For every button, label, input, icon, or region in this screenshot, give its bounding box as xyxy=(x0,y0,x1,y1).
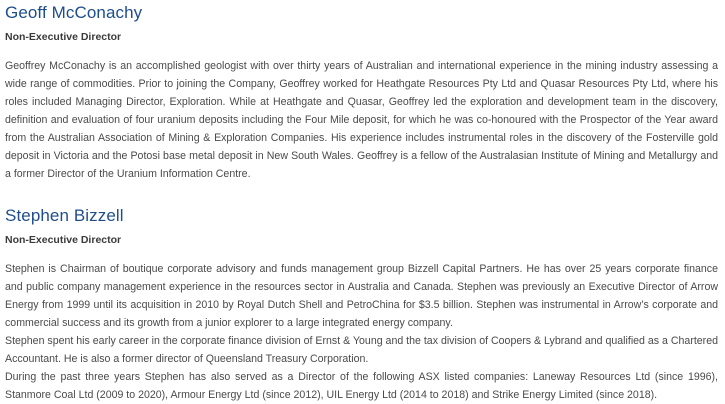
bio-paragraph: Stephen is Chairman of boutique corporate advisory and funds management group Bizzell Capital Partners. He has over 25 years corporate finance and public company management experience in the resources sector in Australia and Canada. Stephen was previously an Executive Director of Arrow Energy from 1999 until its acquisition in 2010 by Royal Dutch Shell and PetroChina for $3.5 billion. Stephen was instrumental in Arrow’s corporate and commercial success and its growth from a junior explorer to a large integrated energy company. xyxy=(5,263,718,329)
director-profile-stephen-bizzell xyxy=(5,205,718,404)
bio-paragraph: During the past three years Stephen has also served as a Director of the following ASX listed companies: Laneway Resources Ltd (since 1996), Stanmore Coal Ltd (2009 to 2020), Armour Energy Ltd (since 2012), UIL Energy Ltd (2014 to 2018) and Strike Energy Limited (since 2018). xyxy=(5,371,718,401)
director-role: Non-Executive Director xyxy=(5,234,122,246)
director-bio xyxy=(5,57,718,183)
director-name: Geoff McConachy xyxy=(5,3,143,22)
director-bio xyxy=(5,260,718,404)
director-profile-geoff-mcconachy xyxy=(5,2,718,183)
director-name: Stephen Bizzell xyxy=(5,206,124,225)
bio-paragraph: Stephen spent his early career in the corporate finance division of Ernst & Young and the tax division of Coopers & Lybrand and qualified as a Chartered Accountant. He is also a former director of Queensland Treasury Corporation. xyxy=(5,335,718,365)
bio-paragraph: Geoffrey McConachy is an accomplished geologist with over thirty years of Australian and international experience in the mining industry assessing a wide range of commodities. Prior to joining the Company, Geoffrey worked for Heathgate Resources Pty Ltd and Quasar Resources Pty Ltd, where his roles included Managing Director, Exploration. While at Heathgate and Quasar, Geoffrey led the exploration and development team in the discovery, definition and evaluation of four uranium deposits including the Four Mile deposit, for which he was co-honoured with the Prospector of the Year award from the Australian Association of Mining & Exploration Companies. His experience includes instrumental roles in the discovery of the Fosterville gold deposit in Victoria and the Potosi base metal deposit in New South Wales. Geoffrey is a fellow of the Australasian Institute of Mining and Metallurgy and a former Director of the Uranium Information Centre. xyxy=(5,60,718,180)
director-role: Non-Executive Director xyxy=(5,31,122,43)
